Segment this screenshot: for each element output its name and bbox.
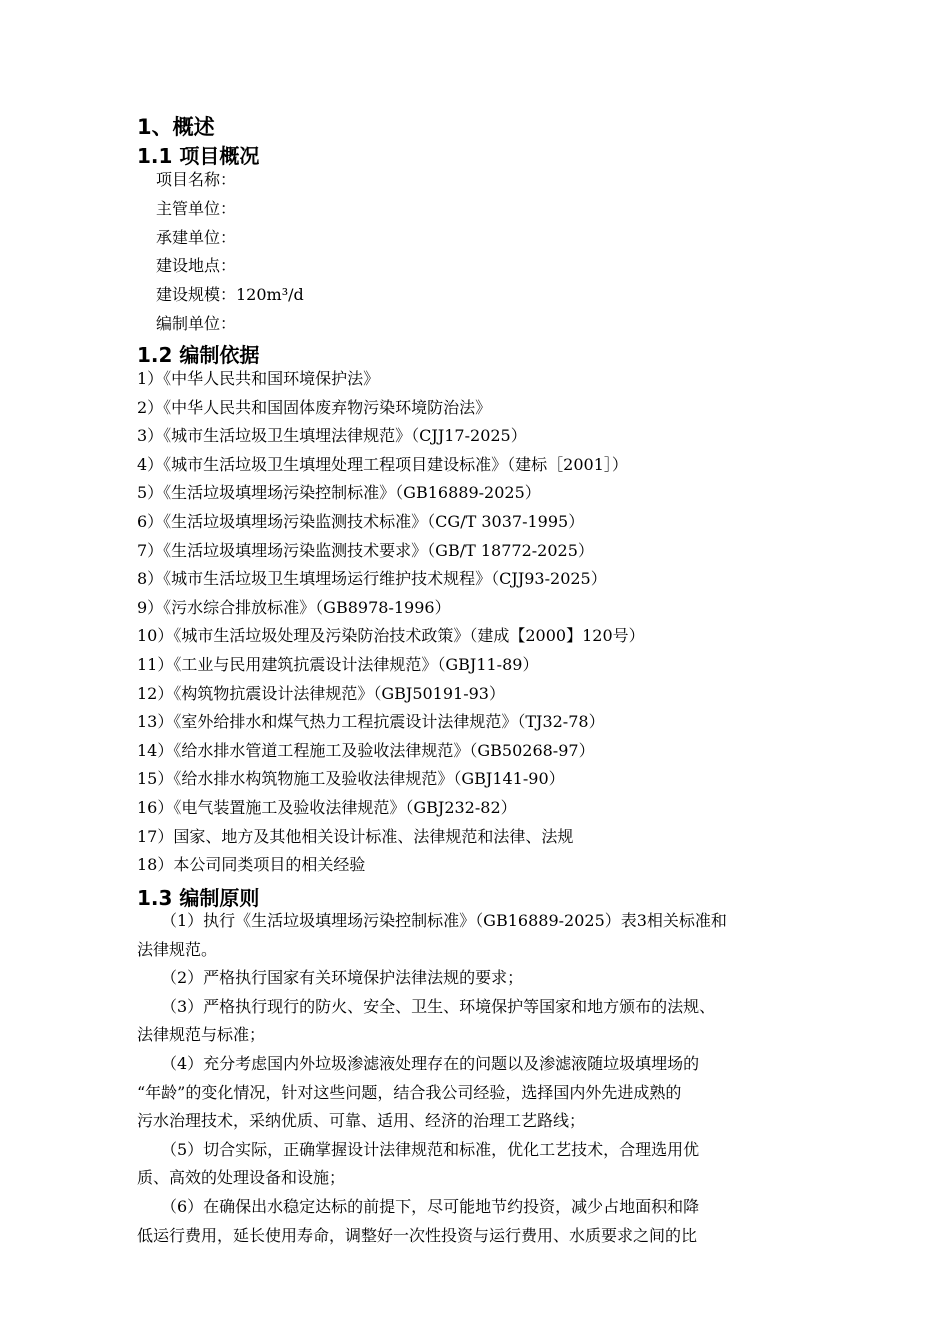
- reference-list: [137, 365, 645, 880]
- paragraph-line: （4）充分考虑国内外垃圾渗滤液处理存在的问题以及渗滤液随垃圾填埋场的: [161, 1053, 700, 1073]
- paragraph-line: “年龄”的变化情况，针对这些问题，结合我公司经验，选择国内外先进成熟的: [137, 1082, 682, 1102]
- reference-item: 8）《城市生活垃圾卫生填埋场运行维护技术规程》（CJJ93-2025）: [137, 569, 607, 589]
- section-heading-compilation-basis: 1.2 编制依据: [137, 343, 260, 367]
- paragraph-line: （2）严格执行国家有关环境保护法律法规的要求；: [161, 968, 524, 988]
- reference-item: 17）国家、地方及其他相关设计标准、法律规范和法律、法规: [137, 826, 574, 846]
- project-name-line: 项目名称：: [156, 170, 237, 189]
- reference-item: 14）《给水排水管道工程施工及验收法律规范》（GB50268-97）: [137, 740, 595, 760]
- reference-item: 13）《室外给排水和煤气热力工程抗震设计法律规范》（TJ32-78）: [137, 712, 605, 732]
- reference-item: 3）《城市生活垃圾卫生填埋法律规范》（CJJ17-2025）: [137, 426, 527, 446]
- project-info-list: [156, 166, 304, 339]
- principles-body: [137, 907, 817, 1250]
- paragraph-line: 污水治理技术，采纳优质、可靠、适用、经济的治理工艺路线；: [137, 1111, 586, 1131]
- section-heading-compilation-principles: 1.3 编制原则: [137, 886, 260, 910]
- reference-item: 2）《中华人民共和国固体废弃物污染环境防治法》: [137, 397, 492, 417]
- paragraph-line: 法律规范与标准；: [137, 1025, 266, 1045]
- compiling-unit-line: 编制单位：: [156, 313, 237, 333]
- paragraph-line: 法律规范。: [137, 939, 218, 959]
- reference-item: 16）《电气装置施工及验收法律规范》（GBJ232-82）: [137, 797, 517, 817]
- reference-item: 12）《构筑物抗震设计法律规范》（GBJ50191-93）: [137, 683, 505, 703]
- principle-paragraph: [137, 1050, 817, 1136]
- reference-item: 4）《城市生活垃圾卫生填埋处理工程项目建设标准》（建标［2001］）: [137, 454, 628, 474]
- paragraph-line: （1）执行《生活垃圾填埋场污染控制标准》（GB16889-2025）表3相关标准和: [161, 911, 727, 930]
- section-heading-overview: 1、概述: [137, 115, 215, 139]
- reference-item: 7）《生活垃圾填埋场污染监测技术要求》（GB/T 18772-2025）: [137, 540, 594, 560]
- principle-paragraph: [137, 1136, 817, 1193]
- reference-item: 18）本公司同类项目的相关经验: [137, 855, 366, 875]
- paragraph-line: 质、高效的处理设备和设施；: [137, 1168, 346, 1188]
- principle-paragraph: [137, 993, 817, 1050]
- reference-item: 10）《城市生活垃圾处理及污染防治技术政策》（建成【2000】120号）: [137, 626, 645, 646]
- construction-scale-line: 建设规模：120m³/d: [156, 285, 304, 305]
- supervising-unit-line: 主管单位：: [156, 198, 237, 218]
- contractor-unit-line: 承建单位：: [156, 227, 237, 247]
- reference-item: 1）《中华人民共和国环境保护法》: [137, 369, 380, 388]
- principle-paragraph: [137, 907, 817, 964]
- paragraph-line: （6）在确保出水稳定达标的前提下，尽可能地节约投资，减少占地面积和降: [161, 1196, 700, 1216]
- reference-item: 15）《给水排水构筑物施工及验收法律规范》（GBJ141-90）: [137, 769, 565, 789]
- principle-paragraph: [137, 964, 817, 993]
- paragraph-line: 低运行费用，延长使用寿命，调整好一次性投资与运行费用、水质要求之间的比: [137, 1225, 698, 1245]
- construction-site-line: 建设地点：: [156, 256, 237, 276]
- reference-item: 9）《污水综合排放标准》（GB8978-1996）: [137, 597, 451, 617]
- reference-item: 11）《工业与民用建筑抗震设计法律规范》（GBJ11-89）: [137, 654, 539, 674]
- paragraph-line: （3）严格执行现行的防火、安全、卫生、环境保护等国家和地方颁布的法规、: [161, 996, 716, 1016]
- paragraph-line: （5）切合实际，正确掌握设计法律规范和标准，优化工艺技术，合理选用优: [161, 1139, 700, 1159]
- reference-item: 5）《生活垃圾填埋场污染控制标准》（GB16889-2025）: [137, 483, 541, 503]
- reference-item: 6）《生活垃圾填埋场污染监测技术标准》（CG/T 3037-1995）: [137, 511, 585, 531]
- principle-paragraph: [137, 1193, 817, 1250]
- section-heading-project-overview: 1.1 项目概况: [137, 144, 260, 168]
